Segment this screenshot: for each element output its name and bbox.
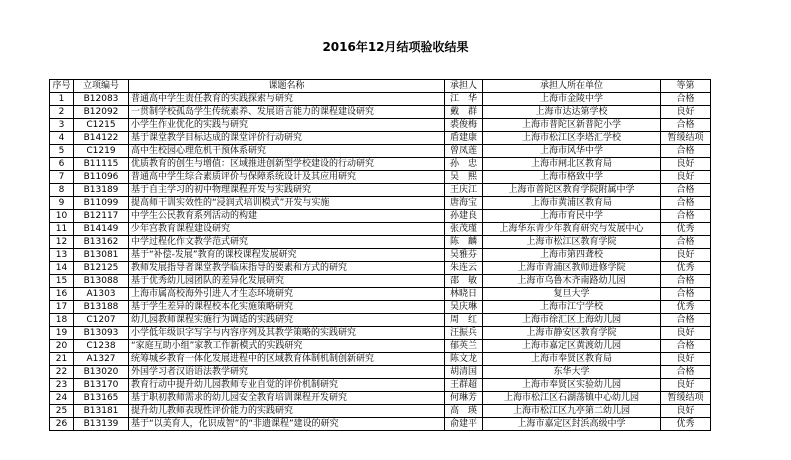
cell-seq: 11	[50, 223, 74, 236]
cell-title: 优质教育的创生与增值：区域推进创新型学校建设的行动研究	[129, 158, 445, 171]
table-row	[50, 132, 711, 145]
cell-unit: 复旦大学	[483, 288, 661, 301]
cell-code: B12117	[74, 210, 129, 223]
cell-seq: 15	[50, 275, 74, 288]
cell-grade: 合格	[661, 366, 711, 379]
table-row	[50, 314, 711, 327]
header-grade: 等第	[661, 80, 711, 93]
cell-code: B11099	[74, 197, 129, 210]
cell-grade: 良好	[661, 353, 711, 366]
cell-seq: 8	[50, 184, 74, 197]
cell-lead: 王群超	[445, 379, 483, 392]
table-row	[50, 275, 711, 288]
header-unit: 承担人所在单位	[483, 80, 661, 93]
cell-code: B13162	[74, 236, 129, 249]
header-title: 课题名称	[129, 80, 445, 93]
cell-title: 幼儿园教师课程实施行为调适的实践研究	[129, 314, 445, 327]
cell-unit: 东华大学	[483, 366, 661, 379]
cell-lead: 高 瑛	[445, 405, 483, 418]
cell-title: 少年宫教育课程建设研究	[129, 223, 445, 236]
cell-seq: 23	[50, 379, 74, 392]
table-row	[50, 301, 711, 314]
header-seq: 序号	[50, 80, 74, 93]
cell-grade: 合格	[661, 236, 711, 249]
table-row	[50, 210, 711, 223]
cell-lead: 唐海宝	[445, 197, 483, 210]
table-row	[50, 366, 711, 379]
cell-title: 统筹城乡教育一体化发展进程中的区域教育体制机制创新研究	[129, 353, 445, 366]
table-row	[50, 184, 711, 197]
cell-grade: 优秀	[661, 301, 711, 314]
cell-unit: 上海市嘉定区封浜高级中学	[483, 418, 661, 431]
cell-code: B13165	[74, 392, 129, 405]
cell-unit: 上海市松江区李塔汇学校	[483, 132, 661, 145]
cell-title: 中学生公民教育系列活动的构建	[129, 210, 445, 223]
table-row	[50, 145, 711, 158]
cell-lead: 陈 麟	[445, 236, 483, 249]
cell-code: B13181	[74, 405, 129, 418]
cell-unit: 上海市松江区石湖荡镇中心幼儿园	[483, 392, 661, 405]
cell-title: 小学低年级识字写字与内容序列及其教学策略的实践研究	[129, 327, 445, 340]
cell-seq: 1	[50, 93, 74, 106]
cell-lead: 吴庆琳	[445, 301, 483, 314]
cell-grade: 暂缓结项	[661, 392, 711, 405]
cell-grade: 良好	[661, 158, 711, 171]
cell-code: C1215	[74, 119, 129, 132]
cell-code: A1327	[74, 353, 129, 366]
cell-title: 外国学习者汉语语法教学研究	[129, 366, 445, 379]
table-row	[50, 223, 711, 236]
cell-code: B13139	[74, 418, 129, 431]
cell-seq: 6	[50, 158, 74, 171]
cell-seq: 26	[50, 418, 74, 431]
cell-grade: 合格	[661, 184, 711, 197]
header-code: 立项编号	[74, 80, 129, 93]
document-title: 2016年12月结项验收结果	[322, 40, 469, 54]
cell-grade: 优秀	[661, 418, 711, 431]
cell-seq: 20	[50, 340, 74, 353]
cell-code: C1238	[74, 340, 129, 353]
cell-unit: 上海市黄浦区教育局	[483, 197, 661, 210]
cell-grade: 合格	[661, 275, 711, 288]
table-row	[50, 158, 711, 171]
cell-grade: 良好	[661, 379, 711, 392]
table-row	[50, 171, 711, 184]
cell-lead: 何琳芳	[445, 392, 483, 405]
cell-lead: 吴雅芬	[445, 249, 483, 262]
cell-title: 基于“以美育人，化识成智”的“非遗课程”建设的研究	[129, 418, 445, 431]
table-row	[50, 418, 711, 431]
cell-code: B13020	[74, 366, 129, 379]
cell-seq: 18	[50, 314, 74, 327]
cell-lead: 裘俊梅	[445, 119, 483, 132]
cell-lead: 王庆江	[445, 184, 483, 197]
cell-grade: 良好	[661, 171, 711, 184]
cell-title: 基于自主学习的初中物理课程开发与实践研究	[129, 184, 445, 197]
table-row	[50, 392, 711, 405]
cell-code: B12083	[74, 93, 129, 106]
cell-code: A1303	[74, 288, 129, 301]
table-row	[50, 262, 711, 275]
cell-lead: 张茂瑾	[445, 223, 483, 236]
cell-grade: 良好	[661, 405, 711, 418]
cell-code: B11096	[74, 171, 129, 184]
table-header-row	[50, 80, 711, 93]
cell-title: 教师发展指导者课堂教学临床指导的要素和方式的研究	[129, 262, 445, 275]
cell-seq: 21	[50, 353, 74, 366]
cell-seq: 12	[50, 236, 74, 249]
cell-code: B13189	[74, 184, 129, 197]
cell-lead: 孙建良	[445, 210, 483, 223]
cell-code: C1219	[74, 145, 129, 158]
cell-grade: 良好	[661, 106, 711, 119]
cell-lead: 盾建康	[445, 132, 483, 145]
cell-seq: 19	[50, 327, 74, 340]
table-row	[50, 236, 711, 249]
cell-title: 中学过程化作文教学范式研究	[129, 236, 445, 249]
cell-title: 基于职初教师需求的幼儿园安全教育培训课程开发研究	[129, 392, 445, 405]
cell-unit: 上海市徐汇区上海幼儿园	[483, 314, 661, 327]
cell-code: C1207	[74, 314, 129, 327]
cell-lead: 邵 敏	[445, 275, 483, 288]
cell-unit: 上海市奉贤区实验幼儿园	[483, 379, 661, 392]
table-row	[50, 197, 711, 210]
header-lead: 承担人	[445, 80, 483, 93]
table-row	[50, 106, 711, 119]
cell-grade: 合格	[661, 145, 711, 158]
cell-unit: 上海市松江区教育学院	[483, 236, 661, 249]
cell-title: 教育行动中提升幼儿园教师专业自觉的评价机制研究	[129, 379, 445, 392]
cell-title: 基于“补偿-发展”教育的课校课程发展研究	[129, 249, 445, 262]
cell-grade: 合格	[661, 197, 711, 210]
cell-code: B13170	[74, 379, 129, 392]
cell-unit: 上海市普陀区教育学院附属中学	[483, 184, 661, 197]
cell-unit: 上海华东青少年教育研究与发展中心	[483, 223, 661, 236]
cell-grade: 合格	[661, 210, 711, 223]
results-table	[49, 79, 711, 431]
cell-lead: 陈文龙	[445, 353, 483, 366]
table-row	[50, 379, 711, 392]
cell-lead: 汪振兵	[445, 327, 483, 340]
cell-seq: 5	[50, 145, 74, 158]
cell-title: 普通高中学生责任教育的实践探索与研究	[129, 93, 445, 106]
cell-code: B13188	[74, 301, 129, 314]
cell-seq: 14	[50, 262, 74, 275]
cell-grade: 良好	[661, 249, 711, 262]
cell-unit: 上海市江宁学校	[483, 301, 661, 314]
cell-unit: 上海市闸北区教育局	[483, 158, 661, 171]
cell-code: B12125	[74, 262, 129, 275]
cell-code: B14122	[74, 132, 129, 145]
cell-unit: 上海市第四聋校	[483, 249, 661, 262]
cell-unit: 上海市金陵中学	[483, 93, 661, 106]
cell-unit: 上海市达达第学校	[483, 106, 661, 119]
cell-grade: 合格	[661, 119, 711, 132]
cell-seq: 9	[50, 197, 74, 210]
cell-lead: 周 红	[445, 314, 483, 327]
cell-lead: 江 华	[445, 93, 483, 106]
cell-grade: 优秀	[661, 262, 711, 275]
cell-seq: 7	[50, 171, 74, 184]
cell-unit: 上海市育民中学	[483, 210, 661, 223]
cell-lead: 林晓日	[445, 288, 483, 301]
cell-lead: 戴 群	[445, 106, 483, 119]
cell-seq: 17	[50, 301, 74, 314]
cell-unit: 上海市静安区教育学院	[483, 327, 661, 340]
cell-unit: 上海市乌鲁木齐南路幼儿园	[483, 275, 661, 288]
table-row	[50, 340, 711, 353]
cell-title: 基于学生差异的课程校本化实施策略研究	[129, 301, 445, 314]
cell-seq: 3	[50, 119, 74, 132]
cell-grade: 合格	[661, 93, 711, 106]
cell-code: B12092	[74, 106, 129, 119]
table-row	[50, 405, 711, 418]
cell-grade: 合格	[661, 314, 711, 327]
cell-lead: 朱连云	[445, 262, 483, 275]
cell-grade: 良好	[661, 327, 711, 340]
cell-seq: 22	[50, 366, 74, 379]
cell-grade: 暂缓结项	[661, 132, 711, 145]
cell-seq: 24	[50, 392, 74, 405]
cell-unit: 上海市奉贤区教育局	[483, 353, 661, 366]
cell-lead: 吴 熙	[445, 171, 483, 184]
table-row	[50, 93, 711, 106]
cell-lead: 胡清国	[445, 366, 483, 379]
cell-title: “家庭互助小组”家教工作新模式的实践研究	[129, 340, 445, 353]
cell-code: B14149	[74, 223, 129, 236]
cell-code: B13093	[74, 327, 129, 340]
cell-unit: 上海市松江区九亭第二幼儿园	[483, 405, 661, 418]
cell-lead: 孙 忠	[445, 158, 483, 171]
cell-seq: 10	[50, 210, 74, 223]
cell-lead: 郁英兰	[445, 340, 483, 353]
cell-title: 提升幼儿教师表现性评价能力的实践研究	[129, 405, 445, 418]
cell-title: 上海市属高校海外引进人才生态环境研究	[129, 288, 445, 301]
cell-title: 基于优秀幼儿园团队的差异化发展研究	[129, 275, 445, 288]
cell-title: 一贯制学校孤岛学生传统素养、发展语言能力的课程建设研究	[129, 106, 445, 119]
cell-grade: 合格	[661, 288, 711, 301]
cell-unit: 上海市嘉定区黄渡幼儿园	[483, 340, 661, 353]
cell-seq: 25	[50, 405, 74, 418]
cell-title: 普通高中学生综合素质评价与保障系统设计及其应用研究	[129, 171, 445, 184]
table-row	[50, 288, 711, 301]
cell-code: B13088	[74, 275, 129, 288]
cell-unit: 上海市风华中学	[483, 145, 661, 158]
cell-lead: 俞建平	[445, 418, 483, 431]
cell-seq: 13	[50, 249, 74, 262]
cell-code: B13081	[74, 249, 129, 262]
cell-lead: 曾凤莲	[445, 145, 483, 158]
table-row	[50, 353, 711, 366]
cell-title: 提高师干训实效性的“浸润式培训模式”开发与实施	[129, 197, 445, 210]
cell-seq: 4	[50, 132, 74, 145]
table-row	[50, 249, 711, 262]
cell-seq: 16	[50, 288, 74, 301]
cell-title: 高中生校园心理危机干预体系研究	[129, 145, 445, 158]
cell-grade: 优秀	[661, 223, 711, 236]
cell-unit: 上海市青浦区教师进修学院	[483, 262, 661, 275]
cell-unit: 上海市普陀区新普陀小学	[483, 119, 661, 132]
table-row	[50, 119, 711, 132]
cell-title: 基于课堂教学目标达成的课堂评价行动研究	[129, 132, 445, 145]
cell-code: B11115	[74, 158, 129, 171]
cell-seq: 2	[50, 106, 74, 119]
cell-unit: 上海市格致中学	[483, 171, 661, 184]
cell-grade: 合格	[661, 340, 711, 353]
cell-title: 小学生作业优化的实践与研究	[129, 119, 445, 132]
table-row	[50, 327, 711, 340]
